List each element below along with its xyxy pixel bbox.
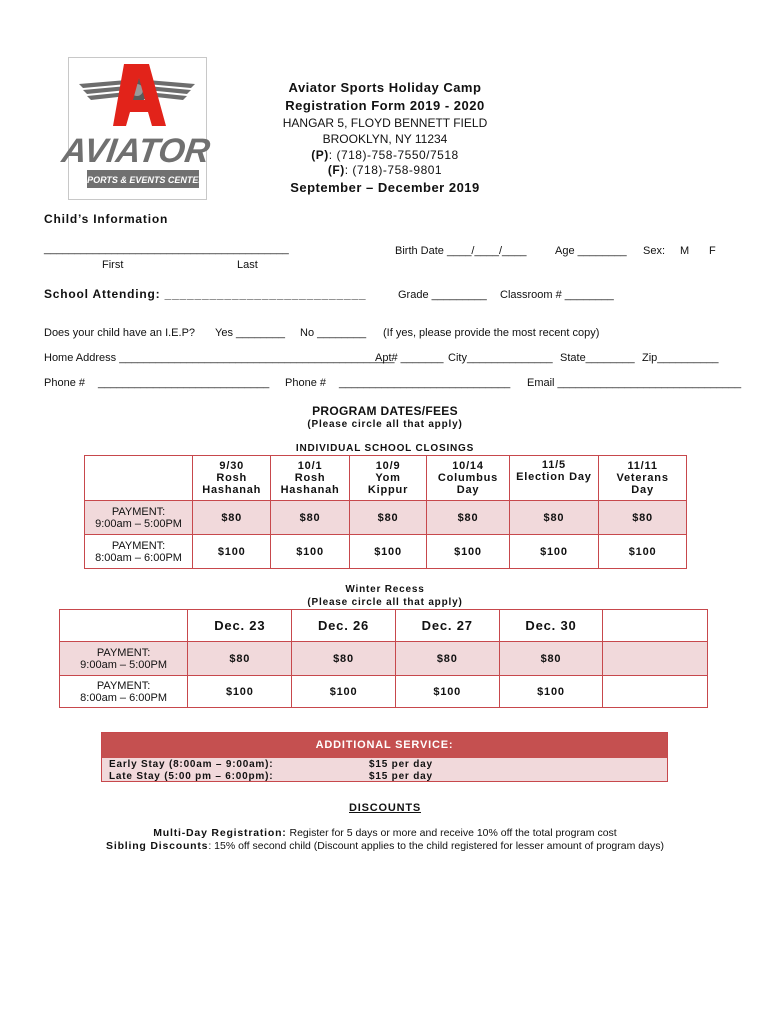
price-cell[interactable]: $100 [271, 535, 349, 569]
winter-subheading: (Please circle all that apply) [307, 597, 463, 608]
address-line-2: BROOKLYN, NY 11234 [322, 132, 448, 146]
price-cell[interactable]: $100 [188, 676, 292, 708]
first-name-label: First [102, 259, 124, 271]
price-cell[interactable]: $100 [349, 535, 427, 569]
classroom-field[interactable]: Classroom # ________ [500, 289, 614, 301]
winter-price-row-9to5 [60, 642, 708, 676]
program-heading: PROGRAM DATES/FEES [312, 404, 458, 418]
home-address-field[interactable]: Home Address _____________________________________________ [44, 352, 395, 364]
winter-date-cell[interactable]: Dec. 26 [292, 610, 395, 642]
iep-question: Does your child have an I.E.P? [44, 327, 196, 339]
iep-note: (If yes, please provide the most recent copy) [383, 327, 600, 339]
phone2-label: Phone # [285, 377, 326, 389]
closings-date-row [85, 456, 687, 501]
birth-date-field[interactable]: Birth Date ____/____/____ [395, 245, 527, 257]
winter-date-cell[interactable]: Dec. 27 [395, 610, 499, 642]
price-cell[interactable]: $80 [349, 501, 427, 535]
winter-price-row-8to6 [60, 676, 708, 708]
winter-date-cell[interactable]: Dec. 23 [188, 610, 292, 642]
price-row-8to6 [85, 535, 687, 569]
price-cell[interactable]: $100 [193, 535, 271, 569]
iep-no-field[interactable]: No ________ [300, 327, 367, 339]
price-cell[interactable]: $100 [292, 676, 395, 708]
sex-option-m[interactable]: M [680, 245, 690, 257]
price-cell[interactable]: $80 [188, 642, 292, 676]
iep-yes-field[interactable]: Yes ________ [215, 327, 285, 339]
svg-text:SPORTS & EVENTS CENTER: SPORTS & EVENTS CENTER [81, 175, 205, 185]
price-cell[interactable]: $80 [292, 642, 395, 676]
phone1-field[interactable]: ____________________________ [98, 377, 270, 389]
empty-cell [603, 642, 708, 676]
date-cell[interactable]: 9/30 Rosh Hashanah [193, 456, 271, 501]
price-cell[interactable]: $80 [599, 501, 687, 535]
price-cell[interactable]: $80 [395, 642, 499, 676]
late-stay-price[interactable]: $15 per day [369, 771, 433, 782]
last-name-label: Last [237, 259, 258, 271]
discounts-heading: DISCOUNTS [349, 802, 421, 814]
closings-title: INDIVIDUAL SCHOOL CLOSINGS [295, 443, 475, 454]
date-cell[interactable]: 10/9 Yom Kippur [349, 456, 427, 501]
empty-cell [603, 676, 708, 708]
apt-field[interactable]: Apt# _______ [375, 352, 444, 364]
early-stay-label: Early Stay (8:00am – 9:00am): [109, 759, 274, 770]
program-subheading: (Please circle all that apply) [307, 419, 463, 430]
logo-graphic-icon [59, 58, 213, 199]
address-line-1: HANGAR 5, FLOYD BENNETT FIELD [282, 116, 488, 130]
child-info-heading: Child’s Information [44, 212, 169, 226]
price-cell[interactable]: $80 [499, 642, 602, 676]
email-field[interactable]: Email ______________________________ [527, 377, 742, 389]
fax-line: (F): (718)-758-9801 [327, 163, 443, 177]
phone-line: (P): (718)-758-7550/7518 [311, 148, 459, 162]
age-field[interactable]: Age ________ [555, 245, 627, 257]
price-cell[interactable]: $80 [427, 501, 509, 535]
empty-corner-cell [85, 456, 193, 501]
late-stay-label: Late Stay (5:00 pm – 6:00pm): [109, 771, 274, 782]
price-cell[interactable]: $80 [193, 501, 271, 535]
grade-field[interactable]: Grade _________ [398, 289, 487, 301]
winter-date-row [60, 610, 708, 642]
zip-field[interactable]: Zip__________ [642, 352, 719, 364]
phone1-label: Phone # [44, 377, 85, 389]
svg-text:AVIATOR: AVIATOR [59, 132, 213, 170]
aviator-logo [59, 57, 213, 200]
phone2-field[interactable]: ____________________________ [339, 377, 511, 389]
season-title: September – December 2019 [290, 180, 480, 195]
price-cell[interactable]: $100 [499, 676, 602, 708]
additional-service-box [101, 732, 668, 782]
price-cell[interactable]: $100 [599, 535, 687, 569]
payment-label: PAYMENT: 8:00am – 6:00PM [60, 676, 188, 708]
payment-label: PAYMENT: 8:00am – 6:00PM [85, 535, 193, 569]
city-field[interactable]: City______________ [448, 352, 553, 364]
child-name-field[interactable]: ________________________________________ [44, 243, 289, 255]
price-cell[interactable]: $80 [509, 501, 599, 535]
early-stay-price[interactable]: $15 per day [369, 759, 433, 770]
empty-corner-cell [60, 610, 188, 642]
price-cell[interactable]: $100 [427, 535, 509, 569]
title-line-1: Aviator Sports Holiday Camp [288, 80, 482, 95]
winter-title: Winter Recess [345, 584, 425, 595]
payment-label: PAYMENT: 9:00am – 5:00PM [85, 501, 193, 535]
additional-service-heading: ADDITIONAL SERVICE: [102, 733, 667, 758]
price-cell[interactable]: $80 [271, 501, 349, 535]
state-field[interactable]: State________ [560, 352, 635, 364]
price-cell[interactable]: $100 [395, 676, 499, 708]
sibling-discount: Sibling Discounts: 15% off second child (Discount applies to the child registered for lesser amount of program days) [106, 840, 664, 852]
price-cell[interactable]: $100 [509, 535, 599, 569]
sex-label: Sex: [643, 245, 666, 257]
title-line-2: Registration Form 2019 - 2020 [285, 98, 485, 113]
sex-option-f[interactable]: F [709, 245, 716, 257]
empty-cell [603, 610, 708, 642]
date-cell[interactable]: 11/11 Veterans Day [599, 456, 687, 501]
winter-date-cell[interactable]: Dec. 30 [499, 610, 602, 642]
payment-label: PAYMENT: 9:00am – 5:00PM [60, 642, 188, 676]
multi-day-discount: Multi-Day Registration: Register for 5 days or more and receive 10% off the total program cost [153, 827, 617, 839]
date-cell[interactable]: 10/1 Rosh Hashanah [271, 456, 349, 501]
date-cell[interactable]: 11/5 Election Day [509, 456, 599, 501]
school-closings-table [84, 455, 687, 569]
price-row-9to5 [85, 501, 687, 535]
date-cell[interactable]: 10/14 Columbus Day [427, 456, 509, 501]
winter-recess-table [59, 609, 708, 708]
school-field[interactable]: School Attending: ___________________________ [44, 287, 367, 301]
